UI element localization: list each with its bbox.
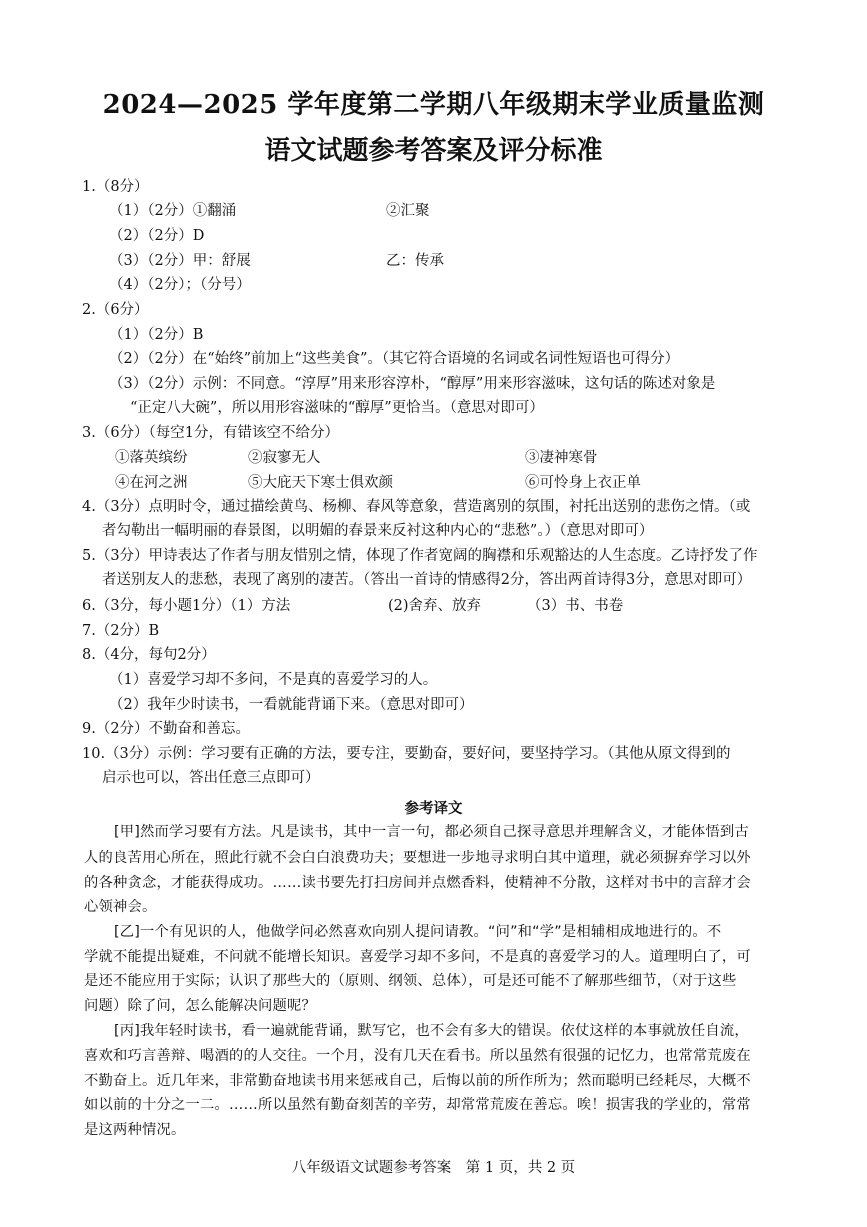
- translation-line: [丙]我年轻时读书，看一遍就能背诵，默写它，也不会有多大的错误。依仗这样的本事就放任自流，: [114, 1023, 749, 1039]
- translation-line: 人的良苦用心所在，照此行就不会白白浪费功夫；要想进一步地寻求明白其中道理，就必须摒弃学习以外: [84, 850, 751, 866]
- answer-text: 8.（4分，每句2分）: [82, 647, 216, 663]
- answer-line: [130, 398, 544, 418]
- answer-text: “正定八大碗”，所以用形容滋味的“醇厚”更恰当。（意思对即可）: [130, 400, 544, 416]
- translation-line: 问题）除了问，怎么能解决问题呢？: [84, 998, 316, 1014]
- answer-line: [82, 546, 758, 566]
- translation-line: 心领神会。: [84, 899, 157, 915]
- answer-text: （1）喜爱学习却不多问，不是真的喜爱学习的人。: [109, 672, 438, 688]
- answer-text: 6.（3分，每小题1分）（1）方法: [82, 598, 291, 614]
- answer-text: 7.（2分）B: [82, 623, 160, 639]
- answer-line: [115, 448, 188, 468]
- translation-line: [甲]然而学习要有方法。凡是读书，其中一言一句，都必须自己探寻意思并理解含义，才能体悟到古: [114, 824, 749, 840]
- translation-line: 不勤奋上。近几年来，非常勤奋地读书用来惩戒自己，后悔以前的所作所为；然而聪明已经耗尽，大概不: [84, 1073, 751, 1089]
- answer-text: （2）（2分）在“始终”前加上“这些美食”。（其它符合语境的名词或名词性短语也可得分）: [109, 351, 680, 367]
- answer-text: （4）（2分）；（分号）: [109, 277, 251, 293]
- answer-text: 2.（6分）: [82, 302, 149, 318]
- translation-line: 是这两种情况。: [84, 1122, 186, 1138]
- translation-line: 是还不能应用于实际；认识了那些大的（原则、纲领、总体），可是还可能不了解那些细节，（对于这些: [84, 973, 737, 989]
- answer-line: [109, 251, 251, 271]
- answer-text-right: ③凄神寒骨: [525, 450, 598, 466]
- answer-text: （3）（2分）示例：不同意。“淳厚”用来形容淳朴，“醇厚”用来形容滋味，这句话的陈述对象是: [109, 376, 716, 392]
- page-footer: 八年级语文试题参考答案 第 1 页，共 2 页: [291, 1160, 576, 1176]
- answer-line: [82, 423, 339, 443]
- answer-text-mid: ⑤大庇天下寒士俱欢颜: [248, 475, 393, 491]
- section-title: 参考译文: [404, 800, 463, 817]
- answer-line: [109, 226, 204, 246]
- answer-text-mid: (2)舍弃、放弃: [388, 598, 482, 614]
- answer-line: [109, 695, 473, 715]
- answer-text-right: （3）书、书卷: [527, 598, 624, 614]
- page-subtitle: 语文试题参考答案及评分标准: [264, 136, 603, 166]
- answer-line: [82, 645, 216, 665]
- answer-line: [102, 768, 320, 788]
- answer-text: （1）（2分）B: [109, 327, 204, 343]
- answer-line: [109, 349, 679, 369]
- answer-line: [82, 744, 731, 764]
- answer-line: [82, 719, 250, 739]
- translation-line: 的各种贪念，才能获得成功。……读书要先打扫房间并点燃香料，使精神不分散，这样对书中的言辞才会: [84, 875, 751, 891]
- answer-text-mid: ②寂寥无人: [248, 450, 321, 466]
- answer-text: 启示也可以，答出任意三点即可）: [102, 770, 320, 786]
- answer-text-right: 乙：传承: [386, 253, 444, 269]
- answer-line: [109, 275, 251, 295]
- answer-line: [82, 596, 290, 616]
- answer-line: [109, 325, 203, 345]
- answer-line: [102, 521, 653, 541]
- answer-line: [109, 374, 715, 394]
- answer-text: 者勾勒出一幅明丽的春景图，以明媚的春景来反衬这种内心的“悲愁”。）（意思对即可）: [102, 523, 654, 539]
- answer-text: 10.（3分）示例：学习要有正确的方法，要专注，要勤奋，要好问，要坚持学习。（其他从原文得到的: [82, 746, 731, 762]
- answer-text: ④在河之洲: [115, 475, 188, 491]
- translation-line: 学就不能提出疑难，不问就不能增长知识。喜爱学习却不多问，不是真的喜爱学习的人。道理明白了，可: [84, 949, 751, 965]
- answer-text: 1.（8分）: [82, 179, 149, 195]
- translation-line: 喜欢和巧言善辩、喝酒的的人交往。一个月，没有几天在看书。所以虽然有很强的记忆力，也常常荒废在: [84, 1048, 751, 1064]
- answer-text: 9.（2分）不勤奋和善忘。: [82, 721, 251, 737]
- answer-text: （2）（2分）D: [109, 228, 205, 244]
- answer-text: 3.（6分）（每空1分，有错该空不给分）: [82, 425, 340, 441]
- answer-line: [82, 497, 750, 517]
- answer-text-right: ②汇聚: [386, 203, 430, 219]
- page-title: 2024—2025 学年度第二学期八年级期末学业质量监测: [102, 90, 765, 120]
- translation-line: 如以前的十分之一二。……所以虽然有勤奋刻苦的辛劳，却常常荒废在善忘。唉！损害我的学业的，常常: [84, 1097, 751, 1113]
- answer-text: （1）（2分）①翻涌: [109, 203, 237, 219]
- answer-line: [82, 300, 149, 320]
- answer-text: （2）我年少时读书，一看就能背诵下来。（意思对即可）: [109, 697, 474, 713]
- answer-line: [115, 473, 188, 493]
- answer-line: [82, 177, 149, 197]
- answer-text: ①落英缤纷: [115, 450, 188, 466]
- translation-line: [乙]一个有见识的人，他做学问必然喜欢向别人提问请教。“问”和“学”是相辅相成地进行的。不: [114, 924, 722, 940]
- answer-line: [102, 570, 751, 590]
- answer-line: [109, 201, 236, 221]
- answer-text: （3）（2分）甲：舒展: [109, 253, 251, 269]
- answer-line: [82, 621, 159, 641]
- answer-text: 5.（3分）甲诗表达了作者与朋友惜别之情，体现了作者宽阔的胸襟和乐观豁达的人生态度。乙诗抒发了作: [82, 548, 758, 564]
- answer-text-right: ⑥可怜身上衣正单: [525, 475, 641, 491]
- answer-line: [109, 670, 437, 690]
- answer-text: 4.（3分）点明时令，通过描绘黄鸟、杨柳、春风等意象，营造离别的氛围，衬托出送别的悲伤之情。（或: [82, 499, 751, 515]
- answer-text: 者送别友人的悲愁，表现了离别的凄苦。（答出一首诗的情感得2分，答出两首诗得3分，意思对即可）: [102, 572, 752, 588]
